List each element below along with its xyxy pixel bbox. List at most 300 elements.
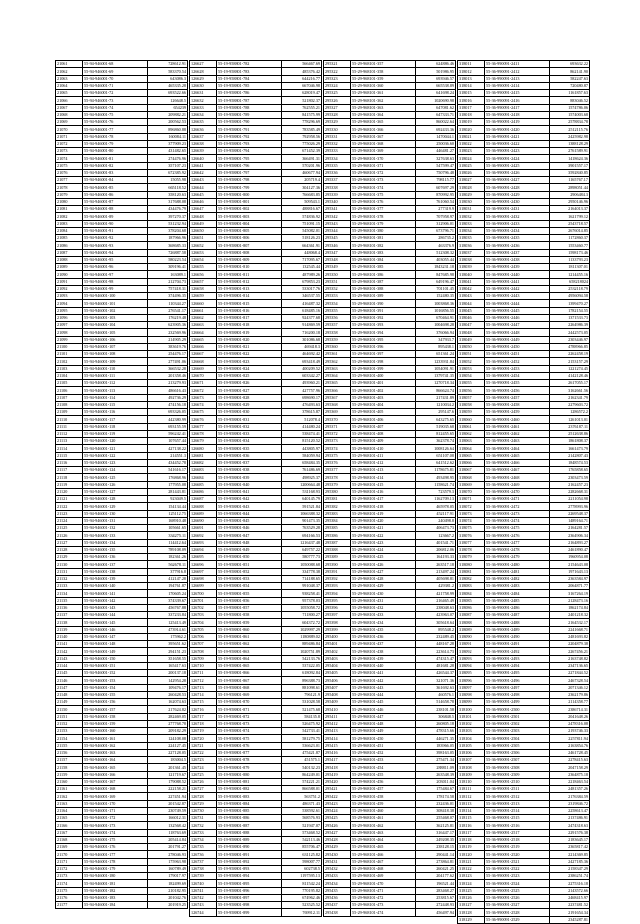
- table-row: [458, 401, 590, 408]
- table-row: [56, 706, 188, 713]
- account-code-cell: 55-94-946001-181: [83, 880, 148, 887]
- amount-cell: 1489164.71: [550, 517, 590, 524]
- table-row: [190, 351, 322, 358]
- record-id-cell: 126701: [190, 597, 217, 604]
- account-code-cell: 55-94-946001-154: [83, 684, 148, 691]
- amount-cell: 2158347.29: [550, 865, 590, 872]
- record-id-cell: 21095: [56, 307, 83, 314]
- table-row: [56, 271, 188, 278]
- amount-cell: 2204879.38: [550, 641, 590, 648]
- account-code-cell: 55-36-990091-2455: [485, 380, 550, 387]
- record-id-cell: 126659: [190, 293, 217, 300]
- amount-cell: 176868.96: [148, 474, 188, 481]
- record-id-cell: 318084: [458, 590, 485, 597]
- table-row: [56, 619, 188, 626]
- table-row: [190, 561, 322, 568]
- record-id-cell: 21148: [56, 691, 83, 698]
- account-code-cell: 55-36-990091-2435: [485, 235, 550, 242]
- table-row: [56, 496, 188, 503]
- record-id-cell: 318116: [458, 822, 485, 829]
- account-code-cell: 55-29-968101-417: [351, 496, 416, 503]
- table-row: [56, 662, 188, 669]
- account-code-cell: 55-94-946001-145: [83, 619, 148, 626]
- record-id-cell: 21115: [56, 452, 83, 459]
- table-row: [190, 365, 322, 372]
- account-code-cell: 55-94-946001-160: [83, 728, 148, 735]
- account-code-cell: 55-36-990091-2437: [485, 249, 550, 256]
- amount-cell: 347933.7: [416, 336, 456, 343]
- account-code-cell: 55-29-968101-411: [351, 452, 416, 459]
- table-row: [56, 104, 188, 111]
- account-code-cell: 55-94-946001-173: [83, 822, 148, 829]
- amount-cell: 224127.45: [148, 742, 188, 749]
- account-code-cell: 55-19-958801-822: [217, 351, 282, 358]
- table-row: [458, 844, 590, 851]
- account-code-cell: 55-36-990091-2419: [485, 119, 550, 126]
- amount-cell: 770195.82: [282, 887, 322, 894]
- amount-cell: 568576.93: [282, 815, 322, 822]
- account-code-cell: 55-36-990091-2524: [485, 880, 550, 887]
- record-id-cell: 126628: [190, 68, 217, 75]
- record-id-cell: 126692: [190, 532, 217, 539]
- amount-cell: 2478316.08: [550, 720, 590, 727]
- table-row: [458, 242, 590, 249]
- account-code-cell: 55-29-968101-400: [351, 372, 416, 379]
- data-table-1: [55, 60, 188, 909]
- table-row: [324, 387, 456, 394]
- table-row: [324, 401, 456, 408]
- account-code-cell: 55-94-946001-167: [83, 778, 148, 785]
- amount-cell: 1388128.29: [550, 140, 590, 147]
- table-row: [324, 300, 456, 307]
- account-code-cell: 55-94-946001-152: [83, 670, 148, 677]
- account-code-cell: 55-36-990091-2507: [485, 757, 550, 764]
- record-id-cell: 295401: [324, 641, 351, 648]
- account-code-cell: 55-94-946001-141: [83, 590, 148, 597]
- amount-cell: 641698.24: [416, 90, 456, 97]
- account-code-cell: 55-94-946001-112: [83, 380, 148, 387]
- table-row: [458, 416, 590, 423]
- amount-cell: 1066388.32: [282, 510, 322, 517]
- account-code-cell: 55-19-958801-843: [217, 503, 282, 510]
- account-code-cell: 55-36-990091-2529: [485, 916, 550, 923]
- account-code-cell: 55-94-946001-170: [83, 800, 148, 807]
- amount-cell: 286735.2: [416, 235, 456, 242]
- record-id-cell: 126642: [190, 169, 217, 176]
- amount-cell: 431482.65: [148, 148, 188, 155]
- table-row: [190, 583, 322, 590]
- account-code-cell: 55-94-946001-86: [83, 191, 148, 198]
- amount-cell: 665118.52: [148, 184, 188, 191]
- table-row: [324, 561, 456, 568]
- record-id-cell: 318077: [458, 539, 485, 546]
- amount-cell: 1765858.65: [550, 467, 590, 474]
- amount-cell: 357107.23: [148, 162, 188, 169]
- record-id-cell: 318097: [458, 684, 485, 691]
- record-id-cell: 318123: [458, 873, 485, 880]
- amount-cell: 1050088.68: [282, 561, 322, 568]
- record-id-cell: 21164: [56, 807, 83, 814]
- record-id-cell: 295376: [324, 459, 351, 466]
- table-row: [324, 459, 456, 466]
- record-id-cell: 318056: [458, 387, 485, 394]
- table-row: [190, 684, 322, 691]
- record-id-cell: 318051: [458, 351, 485, 358]
- record-id-cell: 21127: [56, 539, 83, 546]
- account-code-cell: 55-19-958801-856: [217, 597, 282, 604]
- record-id-cell: 318016: [458, 97, 485, 104]
- account-code-cell: 55-94-946001-127: [83, 488, 148, 495]
- table-row: [324, 865, 456, 872]
- record-id-cell: 295368: [324, 401, 351, 408]
- record-id-cell: 126703: [190, 612, 217, 619]
- amount-cell: 679853.23: [282, 278, 322, 285]
- account-code-cell: 55-29-968101-401: [351, 380, 416, 387]
- table-row: [190, 271, 322, 278]
- record-id-cell: 21136: [56, 604, 83, 611]
- table-row: [324, 104, 456, 111]
- record-id-cell: 295385: [324, 525, 351, 532]
- record-id-cell: 126727: [190, 786, 217, 793]
- amount-cell: 2319846.72: [550, 800, 590, 807]
- table-row: [56, 169, 188, 176]
- amount-cell: 485376.42: [282, 68, 322, 75]
- table-row: [56, 206, 188, 213]
- account-code-cell: 55-19-958801-788: [217, 104, 282, 111]
- record-id-cell: 318065: [458, 452, 485, 459]
- record-id-cell: 126633: [190, 104, 217, 111]
- account-code-cell: 55-36-990091-2464: [485, 445, 550, 452]
- table-row: [324, 394, 456, 401]
- amount-cell: 2176384.59: [550, 793, 590, 800]
- amount-cell: 1016856.55: [416, 307, 456, 314]
- table-row: [190, 227, 322, 234]
- amount-cell: 2467328.54: [550, 677, 590, 684]
- amount-cell: 337233.84: [148, 612, 188, 619]
- table-row: [56, 61, 188, 68]
- amount-cell: 720480.87: [550, 82, 590, 89]
- account-code-cell: 55-19-958801-798: [217, 177, 282, 184]
- record-id-cell: 295336: [324, 169, 351, 176]
- amount-cell: 223614.73: [416, 648, 456, 655]
- account-code-cell: 55-19-958801-824: [217, 365, 282, 372]
- record-id-cell: 21086: [56, 242, 83, 249]
- account-code-cell: 55-29-968101-380: [351, 227, 416, 234]
- table-row: [324, 351, 456, 358]
- record-id-cell: 295426: [324, 822, 351, 829]
- record-id-cell: 126705: [190, 626, 217, 633]
- record-id-cell: 21064: [56, 82, 83, 89]
- table-row: [324, 488, 456, 495]
- amount-cell: 1162709.13: [416, 496, 456, 503]
- record-id-cell: 126740: [190, 880, 217, 887]
- amount-cell: 263517.18: [416, 561, 456, 568]
- record-id-cell: 21139: [56, 626, 83, 633]
- amount-cell: 414480.24: [282, 423, 322, 430]
- account-code-cell: 55-19-958801-878: [217, 757, 282, 764]
- account-code-cell: 55-29-968101-367: [351, 133, 416, 140]
- account-code-cell: 55-29-968101-425: [351, 554, 416, 561]
- record-id-cell: 295367: [324, 394, 351, 401]
- amount-cell: 694166.53: [282, 532, 322, 539]
- account-code-cell: 55-19-958801-866: [217, 670, 282, 677]
- amount-cell: 200137.18: [148, 670, 188, 677]
- amount-cell: 1270718.34: [416, 380, 456, 387]
- record-id-cell: 126707: [190, 641, 217, 648]
- table-row: [458, 162, 590, 169]
- table-row: [56, 416, 188, 423]
- table-row: [56, 148, 188, 155]
- account-code-cell: 55-29-968101-433: [351, 612, 416, 619]
- table-row: [56, 358, 188, 365]
- amount-cell: 1574786.06: [550, 104, 590, 111]
- amount-cell: 2468415.97: [550, 894, 590, 901]
- record-id-cell: 126665: [190, 336, 217, 343]
- account-code-cell: 55-36-990091-2413: [485, 75, 550, 82]
- table-row: [324, 75, 456, 82]
- account-code-cell: 55-36-990091-2497: [485, 684, 550, 691]
- table-row: [324, 372, 456, 379]
- table-row: [324, 858, 456, 865]
- amount-cell: 602738.5: [282, 865, 322, 872]
- table-row: [324, 902, 456, 909]
- table-row: [324, 670, 456, 677]
- amount-cell: 2532118.79: [550, 285, 590, 292]
- record-id-cell: 21121: [56, 496, 83, 503]
- account-code-cell: 55-19-958801-869: [217, 691, 282, 698]
- amount-cell: 398163.05: [416, 749, 456, 756]
- record-id-cell: 295366: [324, 387, 351, 394]
- amount-cell: 649196.47: [416, 278, 456, 285]
- account-code-cell: 55-19-958801-863: [217, 648, 282, 655]
- account-code-cell: 55-94-946001-128: [83, 496, 148, 503]
- record-id-cell: 295341: [324, 206, 351, 213]
- account-code-cell: 55-94-946001-126: [83, 481, 148, 488]
- amount-cell: 2047158.29: [550, 764, 590, 771]
- table-row: [324, 677, 456, 684]
- account-code-cell: 55-36-990091-2504: [485, 735, 550, 742]
- table-row: [56, 394, 188, 401]
- account-code-cell: 55-29-968101-382: [351, 242, 416, 249]
- record-id-cell: 318101: [458, 713, 485, 720]
- record-id-cell: 126646: [190, 198, 217, 205]
- table-row: [190, 278, 322, 285]
- table-row: [56, 880, 188, 887]
- record-id-cell: 318115: [458, 815, 485, 822]
- table-row: [324, 481, 456, 488]
- record-id-cell: 126674: [190, 401, 217, 408]
- record-id-cell: 318045: [458, 307, 485, 314]
- account-code-cell: 55-29-968101-435: [351, 626, 416, 633]
- account-code-cell: 55-36-990091-2448: [485, 329, 550, 336]
- table-row: [458, 191, 590, 198]
- amount-cell: 446271.35: [416, 735, 456, 742]
- table-row: [458, 111, 590, 118]
- account-code-cell: 55-29-968101-429: [351, 583, 416, 590]
- amount-cell: 201542.87: [148, 800, 188, 807]
- account-code-cell: 55-19-958801-803: [217, 213, 282, 220]
- record-id-cell: 318026: [458, 169, 485, 176]
- amount-cell: 175484.67: [416, 786, 456, 793]
- amount-cell: 238128.15: [416, 844, 456, 851]
- amount-cell: 378204.68: [148, 227, 188, 234]
- record-id-cell: 21084: [56, 227, 83, 234]
- table-row: [324, 235, 456, 242]
- amount-cell: 631125.82: [282, 851, 322, 858]
- account-code-cell: 55-36-990091-2430: [485, 198, 550, 205]
- account-code-cell: 55-94-946001-69: [83, 68, 148, 75]
- table-row: [190, 111, 322, 118]
- amount-cell: 250036.60: [416, 140, 456, 147]
- table-row: [324, 532, 456, 539]
- amount-cell: 308418.38: [416, 807, 456, 814]
- record-id-cell: 318102: [458, 720, 485, 727]
- account-code-cell: 55-29-968101-474: [351, 909, 416, 916]
- record-id-cell: 318114: [458, 807, 485, 814]
- amount-cell: 540132.23: [282, 764, 322, 771]
- amount-cell: 796121.9: [282, 691, 322, 698]
- account-code-cell: 55-19-958801-891: [217, 851, 282, 858]
- table-row: [458, 554, 590, 561]
- account-code-cell: 55-36-990091-2525: [485, 887, 550, 894]
- record-id-cell: 21073: [56, 148, 83, 155]
- account-code-cell: 55-94-946001-115: [83, 401, 148, 408]
- table-row: [458, 459, 590, 466]
- table-row: [458, 380, 590, 387]
- table-row: [324, 242, 456, 249]
- table-row: [56, 815, 188, 822]
- table-row: [458, 119, 590, 126]
- record-id-cell: 295398: [324, 619, 351, 626]
- record-id-cell: 318031: [458, 206, 485, 213]
- account-code-cell: 55-94-946001-137: [83, 561, 148, 568]
- account-code-cell: 55-19-958801-804: [217, 220, 282, 227]
- amount-cell: 2183645.17: [550, 836, 590, 843]
- amount-cell: 693418.49: [282, 358, 322, 365]
- table-row: [56, 387, 188, 394]
- record-id-cell: 126684: [190, 474, 217, 481]
- record-id-cell: 295417: [324, 757, 351, 764]
- account-code-cell: 55-19-958801-820: [217, 336, 282, 343]
- account-code-cell: 55-19-958801-785: [217, 82, 282, 89]
- table-row: [458, 525, 590, 532]
- amount-cell: 1379741.35: [416, 372, 456, 379]
- amount-cell: 866624.74: [416, 387, 456, 394]
- amount-cell: 213279.93: [148, 380, 188, 387]
- account-code-cell: 55-19-958801-787: [217, 97, 282, 104]
- account-code-cell: 55-19-958801-870: [217, 699, 282, 706]
- amount-cell: 377916.8: [148, 568, 188, 575]
- record-id-cell: 126686: [190, 488, 217, 495]
- account-code-cell: 55-19-958801-848: [217, 539, 282, 546]
- account-code-cell: 55-29-968101-424: [351, 546, 416, 553]
- table-row: [190, 293, 322, 300]
- amount-cell: 217624.82: [148, 706, 188, 713]
- amount-cell: 123667.2: [416, 532, 456, 539]
- amount-cell: 446481.27: [416, 148, 456, 155]
- account-code-cell: 55-19-958801-789: [217, 111, 282, 118]
- table-row: [190, 474, 322, 481]
- account-code-cell: 55-94-946001-180: [83, 873, 148, 880]
- account-code-cell: 55-36-990091-2463: [485, 438, 550, 445]
- table-row: [458, 880, 590, 887]
- account-code-cell: 55-19-958801-805: [217, 227, 282, 234]
- amount-cell: 2163748.82: [550, 655, 590, 662]
- amount-cell: 443805.97: [282, 445, 322, 452]
- amount-cell: 847685.98: [416, 271, 456, 278]
- record-id-cell: 318036: [458, 242, 485, 249]
- record-id-cell: 295397: [324, 612, 351, 619]
- account-code-cell: 55-36-990091-2500: [485, 706, 550, 713]
- table-row: [190, 264, 322, 271]
- table-row: [458, 902, 590, 909]
- account-code-cell: 55-94-946001-118: [83, 423, 148, 430]
- table-row: [190, 322, 322, 329]
- account-code-cell: 55-19-958801-795: [217, 155, 282, 162]
- account-code-cell: 55-94-946001-174: [83, 829, 148, 836]
- record-id-cell: 21117: [56, 467, 83, 474]
- amount-cell: 124108.08: [148, 735, 188, 742]
- table-row: [458, 670, 590, 677]
- amount-cell: 1782154.55: [550, 307, 590, 314]
- amount-cell: 200562.53: [148, 119, 188, 126]
- record-id-cell: 21112: [56, 430, 83, 437]
- account-code-cell: 55-36-990091-2493: [485, 655, 550, 662]
- table-row: [324, 503, 456, 510]
- table-row: [56, 155, 188, 162]
- amount-cell: 164193.33: [416, 554, 456, 561]
- record-id-cell: 21133: [56, 583, 83, 590]
- record-id-cell: 318096: [458, 677, 485, 684]
- record-id-cell: 295377: [324, 467, 351, 474]
- table-row: [56, 242, 188, 249]
- account-code-cell: 55-94-946001-148: [83, 641, 148, 648]
- amount-cell: 125112.75: [148, 510, 188, 517]
- amount-cell: 276541.17: [148, 307, 188, 314]
- record-id-cell: 21135: [56, 597, 83, 604]
- record-id-cell: 21075: [56, 162, 83, 169]
- record-id-cell: 21100: [56, 343, 83, 350]
- table-row: [56, 256, 188, 263]
- amount-cell: 723579.3: [416, 488, 456, 495]
- amount-cell: 519035.68: [416, 423, 456, 430]
- account-code-cell: 55-94-946001-140: [83, 583, 148, 590]
- record-id-cell: 21142: [56, 648, 83, 655]
- table-row: [324, 590, 456, 597]
- amount-cell: 405698.81: [416, 575, 456, 582]
- table-row: [56, 633, 188, 640]
- record-id-cell: 126732: [190, 822, 217, 829]
- table-row: [458, 764, 590, 771]
- record-id-cell: 126697: [190, 568, 217, 575]
- table-row: [324, 728, 456, 735]
- table-row: [56, 184, 188, 191]
- amount-cell: 2282668.31: [550, 488, 590, 495]
- amount-cell: 212704.73: [148, 278, 188, 285]
- table-row: [324, 198, 456, 205]
- record-id-cell: 21168: [56, 836, 83, 843]
- amount-cell: 864249.01: [282, 771, 322, 778]
- amount-cell: 206812.06: [416, 546, 456, 553]
- table-row: [56, 452, 188, 459]
- amount-cell: 2214369.85: [550, 851, 590, 858]
- account-code-cell: 55-36-990091-2436: [485, 242, 550, 249]
- table-row: [324, 720, 456, 727]
- record-id-cell: 295323: [324, 75, 351, 82]
- table-row: [190, 133, 322, 140]
- account-code-cell: 55-19-958801-845: [217, 517, 282, 524]
- account-code-cell: 55-94-946001-101: [83, 300, 148, 307]
